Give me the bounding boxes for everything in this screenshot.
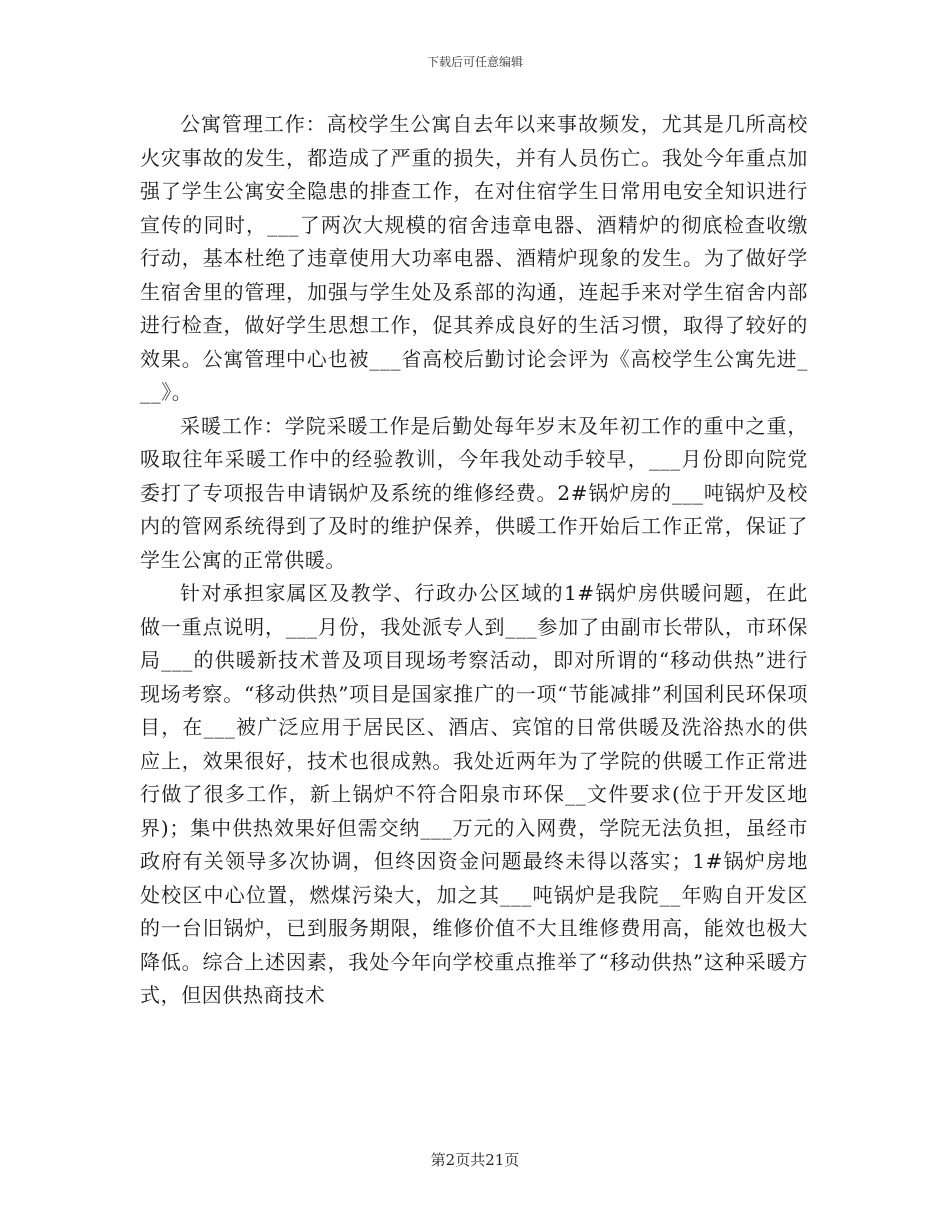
paragraph-apartment-management: 公寓管理工作：高校学生公寓自去年以来事故频发，尤其是几所高校火灾事故的发生，都造成了严重的损失，并有人员伤亡。我处今年重点加强了学生公寓安全隐患的排查工作，在对住宿学生日常用电安全知识进行宣传的同时，___了两次大规模的宿舍违章电器、酒精炉的彻底检查收缴行动，基本杜绝了违章使用大功率电器、酒精炉现象的发生。为了做好学生宿舍里的管理，加强与学生处及系部的沟通，连起手来对学生宿舍内部进行检查，做好学生思想工作，促其养成良好的生活习惯，取得了较好的效果。公寓管理中心也被___省高校后勤讨论会评为《高校学生公寓先进___》。 xyxy=(140,112,808,404)
page-number: 第2页共21页 xyxy=(430,1151,520,1169)
document-body xyxy=(140,108,808,1013)
paragraph-boiler-room-heating: 针对承担家属区及教学、行政办公区域的1#锅炉房供暖问题，在此做一重点说明，___月份，我处派专人到___参加了由副市长带队，市环保局___的供暖新技术普及项目现场考察活动，即对所谓的“移动供热”进行现场考察。“移动供热”项目是国家推广的一项“节能减排”利国利民环保项目，在___被广泛应用于居民区、酒店、宾馆的日常供暖及洗浴热水的供应上，效果很好，技术也很成熟。我处近两年为了学院的供暖工作正常进行做了很多工作，新上锅炉不符合阳泉市环保__文件要求(位于开发区地界)；集中供热效果好但需交纳___万元的入网费，学院无法负担，虽经市政府有关领导多次协调，但终因资金问题最终未得以落实；1#锅炉房地处校区中心位置，燃煤污染大，加之其___吨锅炉是我院__年购自开发区的一台旧锅炉，已到服务期限，维修价值不大且维修费用高，能效也极大降低。综合上述因素，我处今年向学校重点推举了“移动供热”这种采暖方式，但因供热商技术 xyxy=(140,581,808,1007)
paragraph-heating-work: 采暖工作：学院采暖工作是后勤处每年岁末及年初工作的重中之重，吸取往年采暖工作中的经验教训，今年我处动手较早，___月份即向院党委打了专项报告申请锅炉及系统的维修经费。2#锅炉房的___吨锅炉及校内的管网系统得到了及时的维护保养，供暖工作开始后工作正常，保证了学生公寓的正常供暖。 xyxy=(140,413,808,572)
page-header-note: 下载后可任意编辑 xyxy=(426,55,523,69)
